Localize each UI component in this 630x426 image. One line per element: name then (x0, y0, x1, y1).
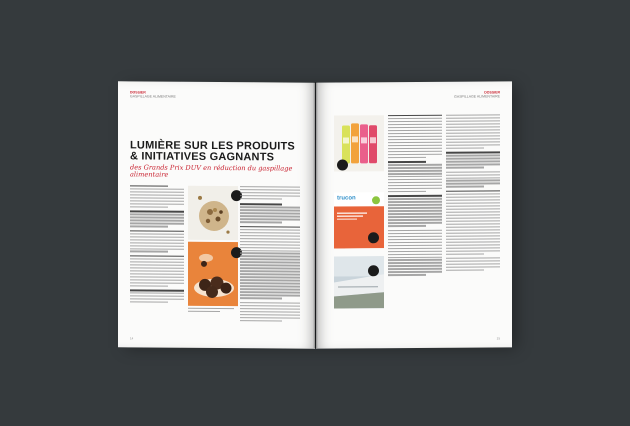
trucon-logo: trucon (337, 195, 356, 202)
right-page-number: 15 (496, 336, 500, 341)
right-column-1-text (388, 115, 442, 278)
section-label-right: DOSSIER (484, 90, 500, 95)
section-label: DOSSIER (130, 90, 146, 95)
magazine-spine (313, 82, 318, 348)
section-sublabel: GASPILLAGE ALIMENTAIRE (130, 94, 176, 99)
photo-caption (188, 308, 234, 314)
right-page-header (454, 90, 500, 98)
award-badge-3 (337, 159, 348, 170)
left-column-2-text (240, 186, 300, 323)
award-badge-5 (368, 265, 379, 276)
award-badge-4 (368, 232, 379, 243)
warehouse-photo (334, 256, 384, 308)
right-column-2-text (446, 114, 500, 272)
left-page-header (130, 90, 176, 98)
left-column-1-text (130, 185, 184, 304)
magazine-left-page (118, 81, 315, 348)
article-title-line-1: LUMIÈRE SUR LES PRODUITS (130, 139, 295, 153)
article-subtitle: des Grands Prix DUV en réduction du gaspillage alimentaire (130, 163, 293, 179)
article-title-line-2: & INITIATIVES GAGNANTS (130, 150, 275, 164)
magazine-right-page (316, 81, 512, 348)
section-sublabel-right: GASPILLAGE ALIMENTAIRE (454, 94, 500, 99)
left-page-number: 14 (130, 336, 134, 341)
article-title (130, 140, 300, 163)
